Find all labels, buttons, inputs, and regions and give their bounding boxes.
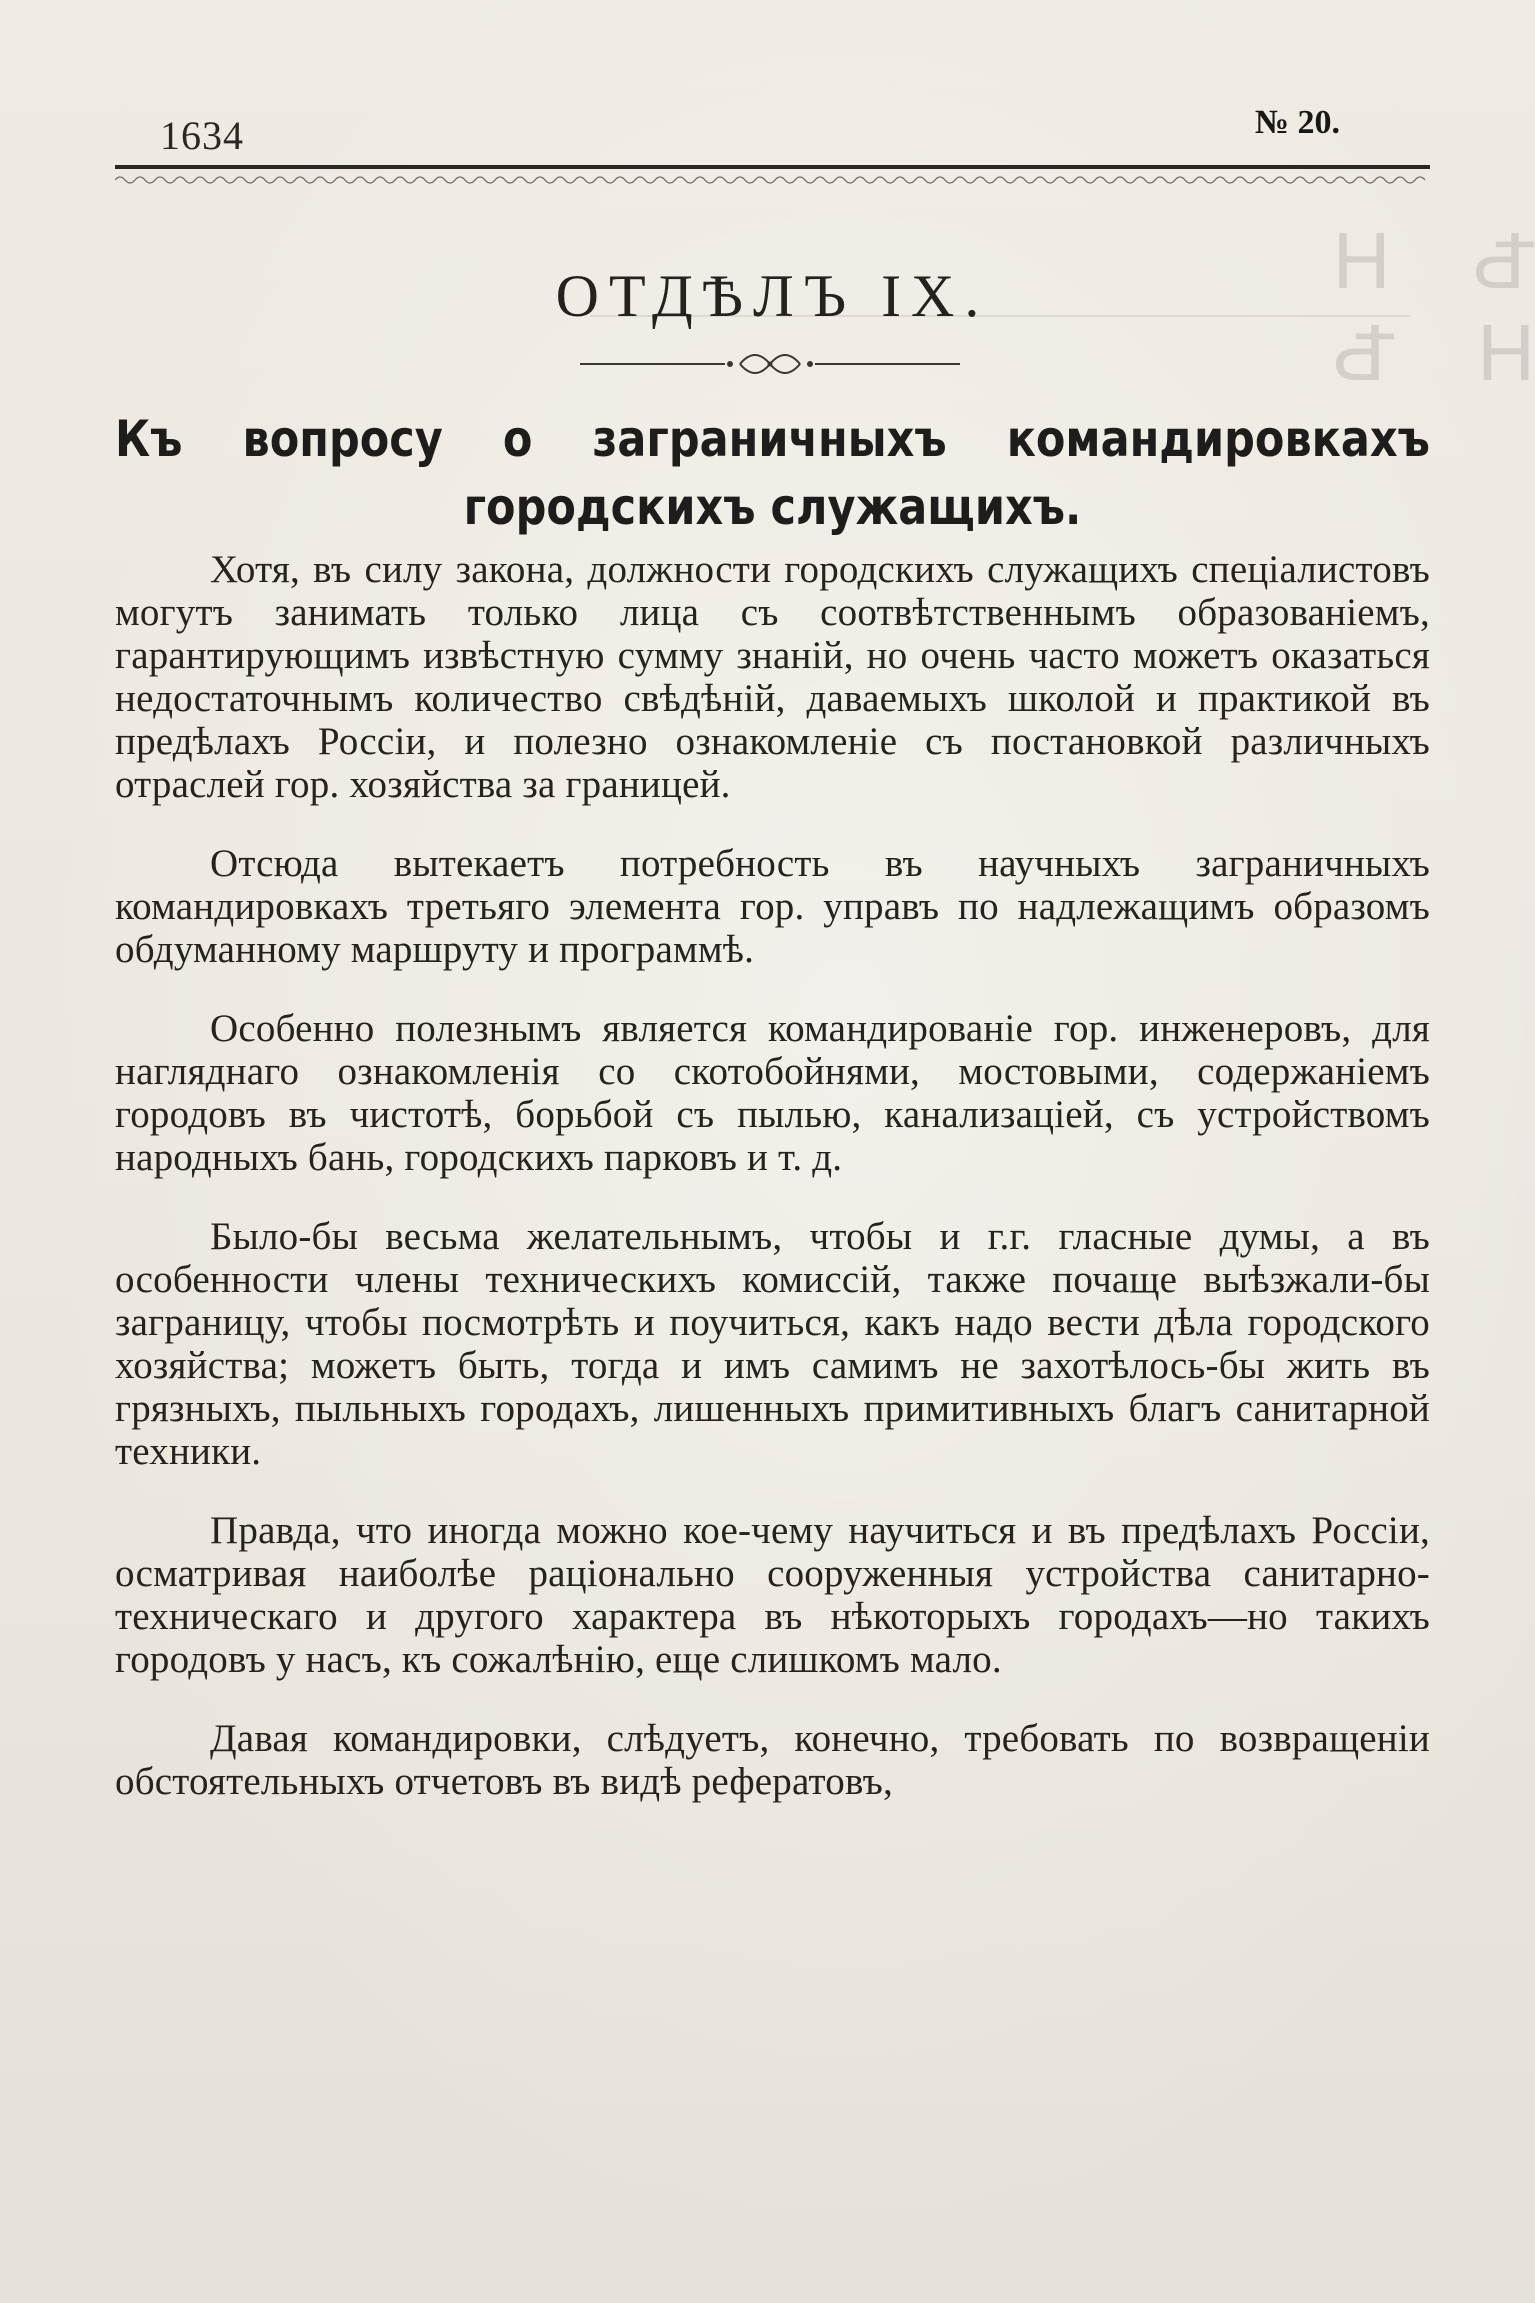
page-number: 1634: [160, 113, 244, 158]
paragraph: Отсюда вытекаетъ потребность въ научныхъ заграничныхъ командировкахъ третьяго элемента гор. управъ по надлежащимъ образомъ обдуманному маршруту и программѣ.: [115, 842, 1430, 971]
issue-number: № 20.: [1254, 104, 1340, 141]
paragraph: Давая командировки, слѣдуетъ, конечно, требовать по возвращеніи обстоятельныхъ отчетовъ въ видѣ рефератовъ,: [115, 1717, 1430, 1803]
article-body: [115, 548, 1430, 1839]
section-title: ОТДѢЛЪ IX.: [555, 263, 990, 329]
paragraph: Хотя, въ силу закона, должности городскихъ служащихъ спеціалистовъ могутъ занимать только лица съ соотвѣтственнымъ образованіемъ, гарантирующимъ извѣстную сумму знаній, но очень часто можетъ оказаться недостаточнымъ количество свѣдѣній, даваемыхъ школой и практикой въ предѣлахъ Россіи, и полезно ознакомленіе съ постановкой различныхъ отраслей гор. хозяйства за границей.: [115, 548, 1430, 806]
paragraph: Особенно полезнымъ является командированіе гор. инженеровъ, для нагляднаго ознакомленія со скотобойнями, мостовыми, содержаніемъ городовъ въ чистотѣ, борьбой съ пылью, канализаціей, съ устройствомъ народныхъ бань, городскихъ парковъ и т. д.: [115, 1007, 1430, 1179]
running-header: [115, 100, 1430, 160]
paragraph: Правда, что иногда можно кое-чему научиться и въ предѣлахъ Россіи, осматривая наиболѣе раціонально сооруженныя устройства санитарно-техническаго и другого характера въ нѣкоторыхъ городахъ—но такихъ городовъ у насъ, къ сожалѣнію, еще слишкомъ мало.: [115, 1509, 1430, 1681]
header-wavy-rule: [115, 174, 1430, 186]
bleed-through-texture: Ѣ Н Н Ѣ: [1302, 216, 1535, 397]
header-rule: [115, 165, 1430, 169]
paragraph: Было-бы весьма желательнымъ, чтобы и г.г. гласные думы, а въ особенности члены техническихъ комиссій, также почаще выѣзжали-бы заграницу, чтобы посмотрѣть и поучиться, какъ надо вести дѣла городского хозяйства; можетъ быть, тогда и имъ самимъ не захотѣлось-бы жить въ грязныхъ, пыльныхъ городахъ, лишенныхъ примитивныхъ благъ санитарной техники.: [115, 1215, 1430, 1473]
flourish-ornament-icon: [580, 350, 960, 378]
article-title: Къ вопросу о заграничныхъ командировкахъ городскихъ служащихъ.: [115, 410, 1430, 536]
